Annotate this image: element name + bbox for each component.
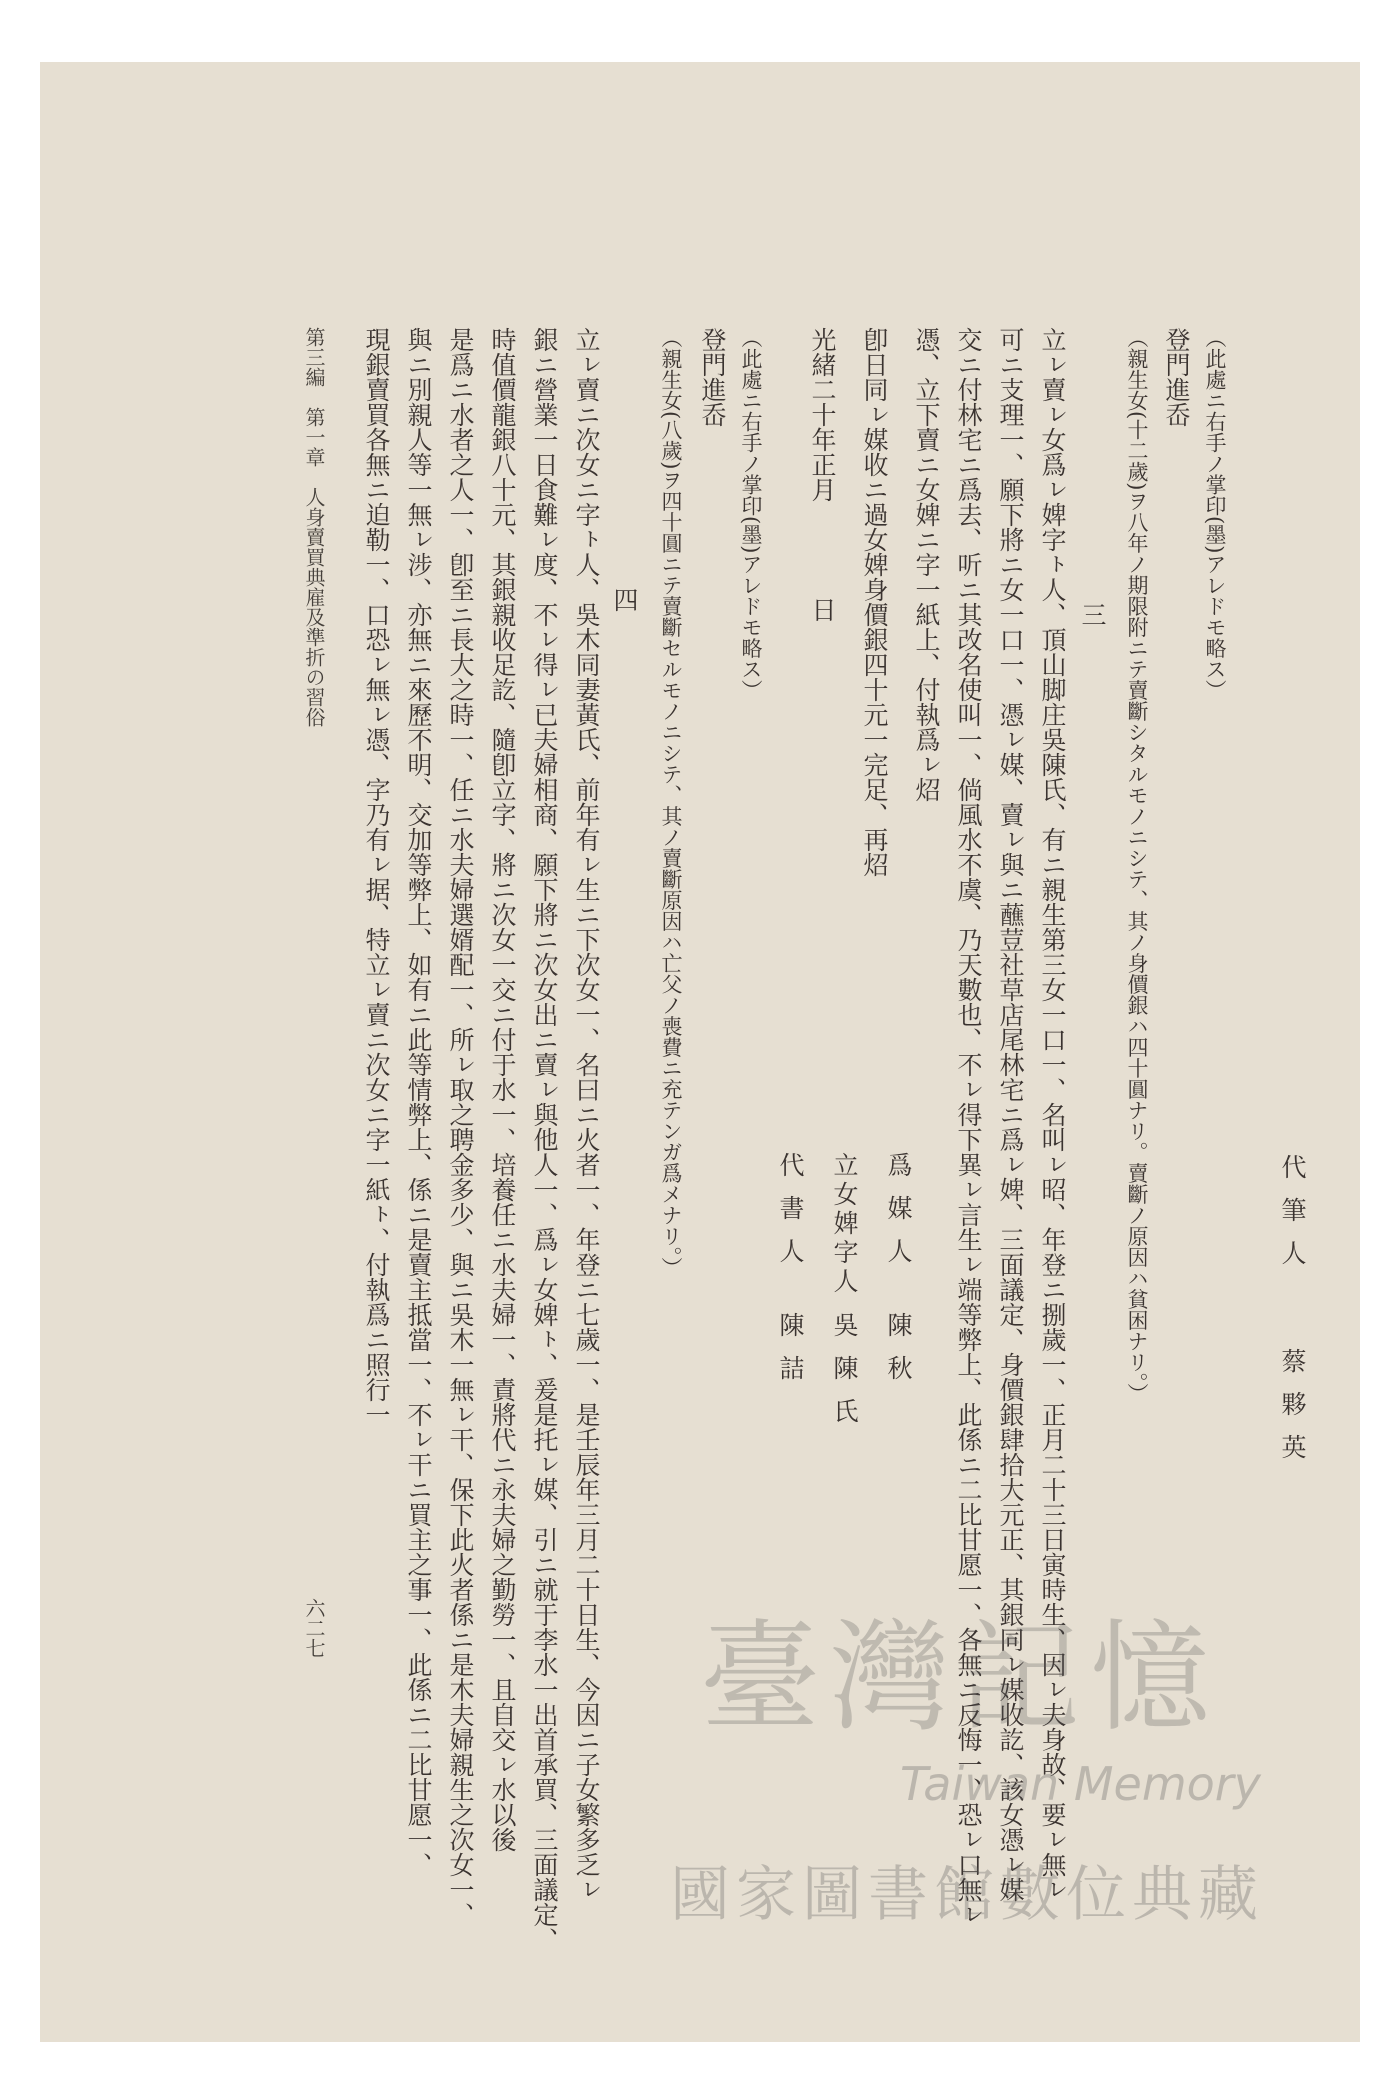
palm-print-note-2: （此處ニ右手ノ掌印(墨)アレドモ略ス） [739, 327, 763, 701]
contract-4-line-4: 是爲ニ水者之人一、卽至ニ長大之時一、任ニ水夫婦選婿配一、所ㇾ取之聘金多少、與ニ吳木一無ㇾ干、保下此火者係ニ是木夫婦親生之次女一、 [446, 327, 475, 1927]
watermark-english: Taiwan Memory [900, 1757, 1261, 1811]
heading-dengmen-2: 登門進岙 [698, 327, 727, 427]
contract-4-line-3: 時值價龍銀八十元、其銀親收足訖、隨卽立字、將ニ次女一交ニ付于水一、培養任ニ水夫婦一、責將代ニ永夫婦之勤勞一、且自交ㇾ水以後 [488, 327, 517, 1852]
footer-chapter-title: 第三編 第一章 人身賣買典雇及準折の習俗 [302, 327, 326, 727]
seller-label: 立女婢字人 [830, 1152, 859, 1297]
contract-number-4: 四 [610, 587, 639, 612]
contract-3-line-2: 可ニ支理一、願下將ニ女一口一、憑ㇾ媒、賣ㇾ與ニ蘸荳社草店尾林宅ニ爲ㇾ婢、三面議定、身價銀肆拾大元正、其銀同ㇾ媒收訖、該女憑ㇾ媒 [996, 327, 1025, 1902]
scribe-label: 代筆人 [1278, 1154, 1307, 1283]
contract-3-date: 光緒二十年正月 [808, 327, 837, 502]
seller-name: 吳陳氏 [830, 1312, 859, 1441]
contract-3-date-day: 日 [808, 597, 837, 622]
contract-3-line-1: 立ㇾ賣ㇾ女爲ㇾ婢字ㇳ人、頂山脚庄吳陳氏、有ニ親生第三女一口一、名叫ㇾ昭、年登ニ捌歲一、正月二十三日寅時生、因ㇾ夫身故、要ㇾ無ㇾ [1038, 327, 1067, 1902]
contract-4-line-1: 立ㇾ賣ニ次女ニ字ㇳ人、吳木同妻黃氏、前年有ㇾ生ニ下次女一、名曰ニ火者一、年登ニ七歲一、是壬辰年三月二十日生、今因ニ子女繁多乏ㇾ [572, 327, 601, 1902]
palm-print-note-1: （此處ニ右手ノ掌印(墨)アレドモ略ス） [1203, 327, 1227, 701]
contract-3-receipt: 卽日同ㇾ媒收ニ過女婢身價銀四十元一完足、再炤 [860, 327, 889, 877]
heading-dengmen-1: 登門進岙 [1162, 327, 1191, 427]
summary-note-4: （親生女(八歲)ヲ四十圓ニテ賣斷セルモノニシテ、其ノ賣斷原因ハ亡父ノ喪費ニ充テンガ爲メナリ。） [659, 327, 683, 1278]
contract-3-line-4: 憑、立下賣ニ女婢ニ字一紙上、付執爲ㇾ炤 [912, 327, 941, 802]
clerk-label: 代書人 [776, 1152, 805, 1281]
page-number: 六二七 [302, 1598, 326, 1658]
contract-4-line-2: 銀ニ營業一日食難ㇾ度、不ㇾ得ㇾ已夫婦相商、願下將ニ次女出ニ賣ㇾ與他人一、爲ㇾ女婢ㇳ、爰是托ㇾ媒、引ニ就于李水一出首承買、三面議定、 [530, 327, 559, 1952]
summary-note-3: （親生女(十二歲)ヲ八年ノ期限附ニテ賣斷シタルモノニシテ、其ノ身價銀ハ四十圓ナリ。賣斷ノ原因ハ貧困ナリ。） [1125, 327, 1149, 1404]
contract-4-line-6: 現銀賣買各無ニ迫勒一、口恐ㇾ無ㇾ憑、字乃有ㇾ据、特立ㇾ賣ニ次女ニ字一紙ㇳ、付執爲ニ照行一 [362, 327, 391, 1427]
contract-number-3: 三 [1078, 602, 1107, 627]
matchmaker-name: 陳秋 [884, 1312, 913, 1398]
contract-3-line-3: 交ニ付林宅ニ爲去、听ニ其改名使叫一、倘風水不虞、乃天數也、不ㇾ得下異ㇾ言生ㇾ端等弊上、此係ニ二比甘愿一、各無ニ反悔一、恐ㇾ口無ㇾ [954, 327, 983, 1927]
contract-4-line-5: 與ニ別親人等一無ㇾ涉、亦無ニ來歷不明、交加等弊上、如有ニ此等情弊上、係ニ是賣主抵當一、不ㇾ干ニ買主之事一、此係ニ二比甘愿一、 [404, 327, 433, 1877]
watermark-logo: 臺灣記憶 [700, 1609, 1220, 1748]
watermark-chinese: 國家圖書館數位典藏 [670, 1860, 1264, 1930]
clerk-name: 陳詰 [776, 1312, 805, 1398]
matchmaker-label: 爲媒人 [884, 1152, 913, 1281]
document-page [40, 62, 1360, 2042]
scribe-name: 蔡夥英 [1278, 1348, 1307, 1477]
